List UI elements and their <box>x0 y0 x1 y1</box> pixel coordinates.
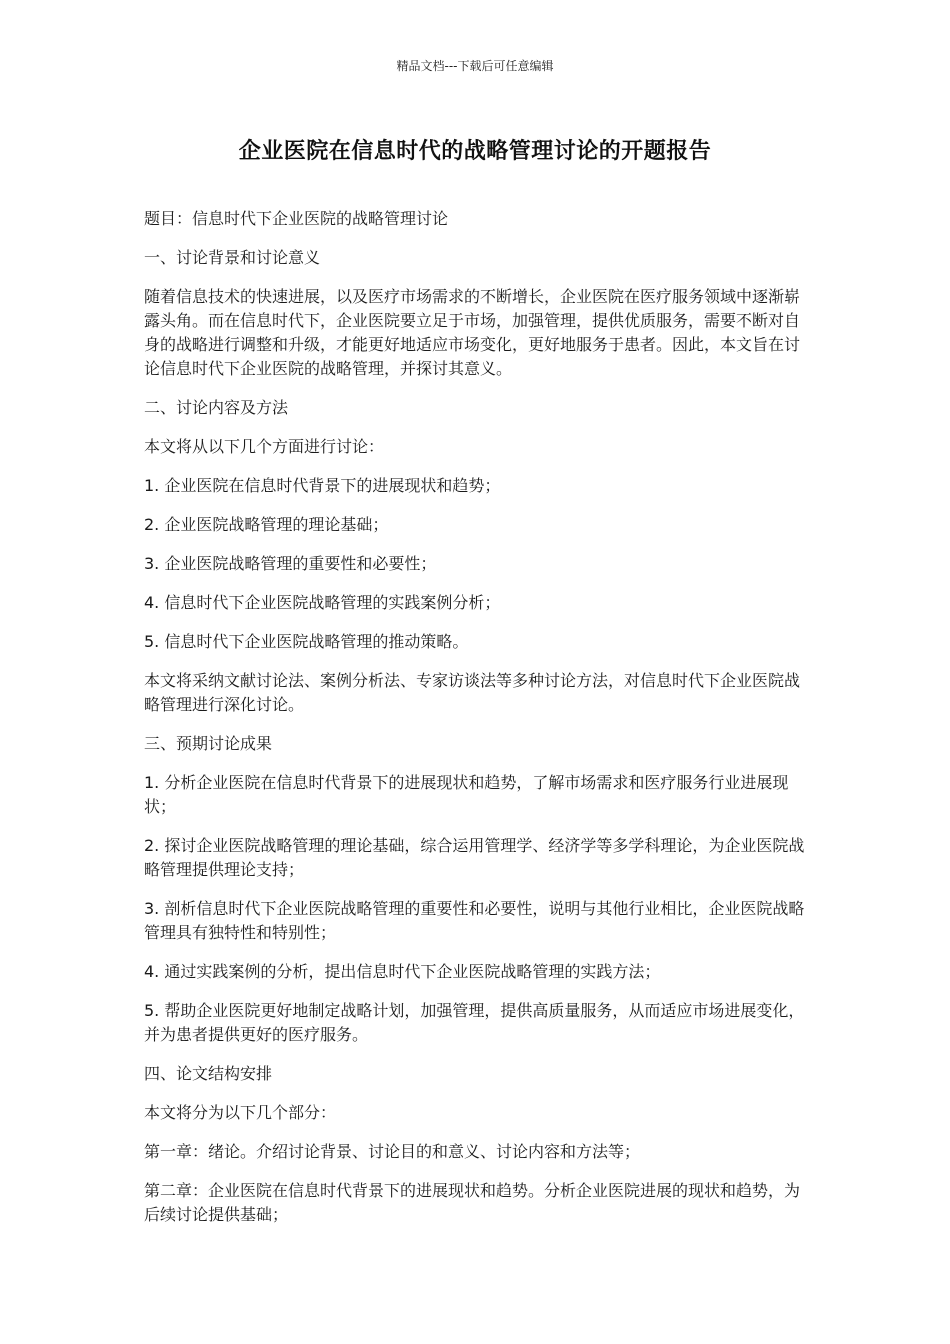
list-item: 3. 企业医院战略管理的重要性和必要性； <box>144 554 437 573</box>
section-heading-1: 一、讨论背景和讨论意义 <box>144 248 321 267</box>
section-heading-3: 三、预期讨论成果 <box>144 734 273 753</box>
list-item: 2. 探讨企业医院战略管理的理论基础，综合运用管理学、经济学等多学科理论，为企业医院战略管理提供理论支持； <box>144 836 805 879</box>
page-header: 精品文档---下载后可任意编辑 <box>396 59 554 73</box>
section-heading-4: 四、论文结构安排 <box>144 1064 273 1083</box>
list-item: 4. 通过实践案例的分析，提出信息时代下企业医院战略管理的实践方法； <box>144 962 661 981</box>
paragraph: 本文将分为以下几个部分： <box>144 1103 337 1122</box>
chapter-item: 第二章：企业医院在信息时代背景下的进展现状和趋势。分析企业医院进展的现状和趋势，为后续讨论提供基础； <box>144 1181 801 1224</box>
paragraph: 本文将从以下几个方面进行讨论： <box>144 437 385 456</box>
paragraph: 随着信息技术的快速进展，以及医疗市场需求的不断增长，企业医院在医疗服务领域中逐渐崭露头角。而在信息时代下，企业医院要立足于市场，加强管理，提供优质服务，需要不断对自身的战略进行调整和升级，才能更好地适应市场变化，更好地服务于患者。因此，本文旨在讨论信息时代下企业医院的战略管理，并探讨其意义。 <box>144 287 801 378</box>
list-item: 2. 企业医院战略管理的理论基础； <box>144 515 389 534</box>
paragraph: 本文将采纳文献讨论法、案例分析法、专家访谈法等多种讨论方法，对信息时代下企业医院战略管理进行深化讨论。 <box>144 671 801 714</box>
section-heading-2: 二、讨论内容及方法 <box>144 398 289 417</box>
list-item: 3. 剖析信息时代下企业医院战略管理的重要性和必要性，说明与其他行业相比，企业医院战略管理具有独特性和特别性； <box>144 899 805 942</box>
list-item: 1. 企业医院在信息时代背景下的进展现状和趋势； <box>144 476 501 495</box>
document-body <box>144 207 806 1242</box>
list-item: 5. 帮助企业医院更好地制定战略计划，加强管理，提供高质量服务，从而适应市场进展变化，并为患者提供更好的医疗服务。 <box>144 1001 805 1044</box>
list-item: 5. 信息时代下企业医院战略管理的推动策略。 <box>144 632 469 651</box>
document-title: 企业医院在信息时代的战略管理讨论的开题报告 <box>238 139 712 164</box>
chapter-item: 第一章：绪论。介绍讨论背景、讨论目的和意义、讨论内容和方法等； <box>144 1142 641 1161</box>
list-item: 4. 信息时代下企业医院战略管理的实践案例分析； <box>144 593 501 612</box>
topic-line: 题目：信息时代下企业医院的战略管理讨论 <box>144 209 449 228</box>
list-item: 1. 分析企业医院在信息时代背景下的进展现状和趋势，了解市场需求和医疗服务行业进展现状； <box>144 773 789 816</box>
